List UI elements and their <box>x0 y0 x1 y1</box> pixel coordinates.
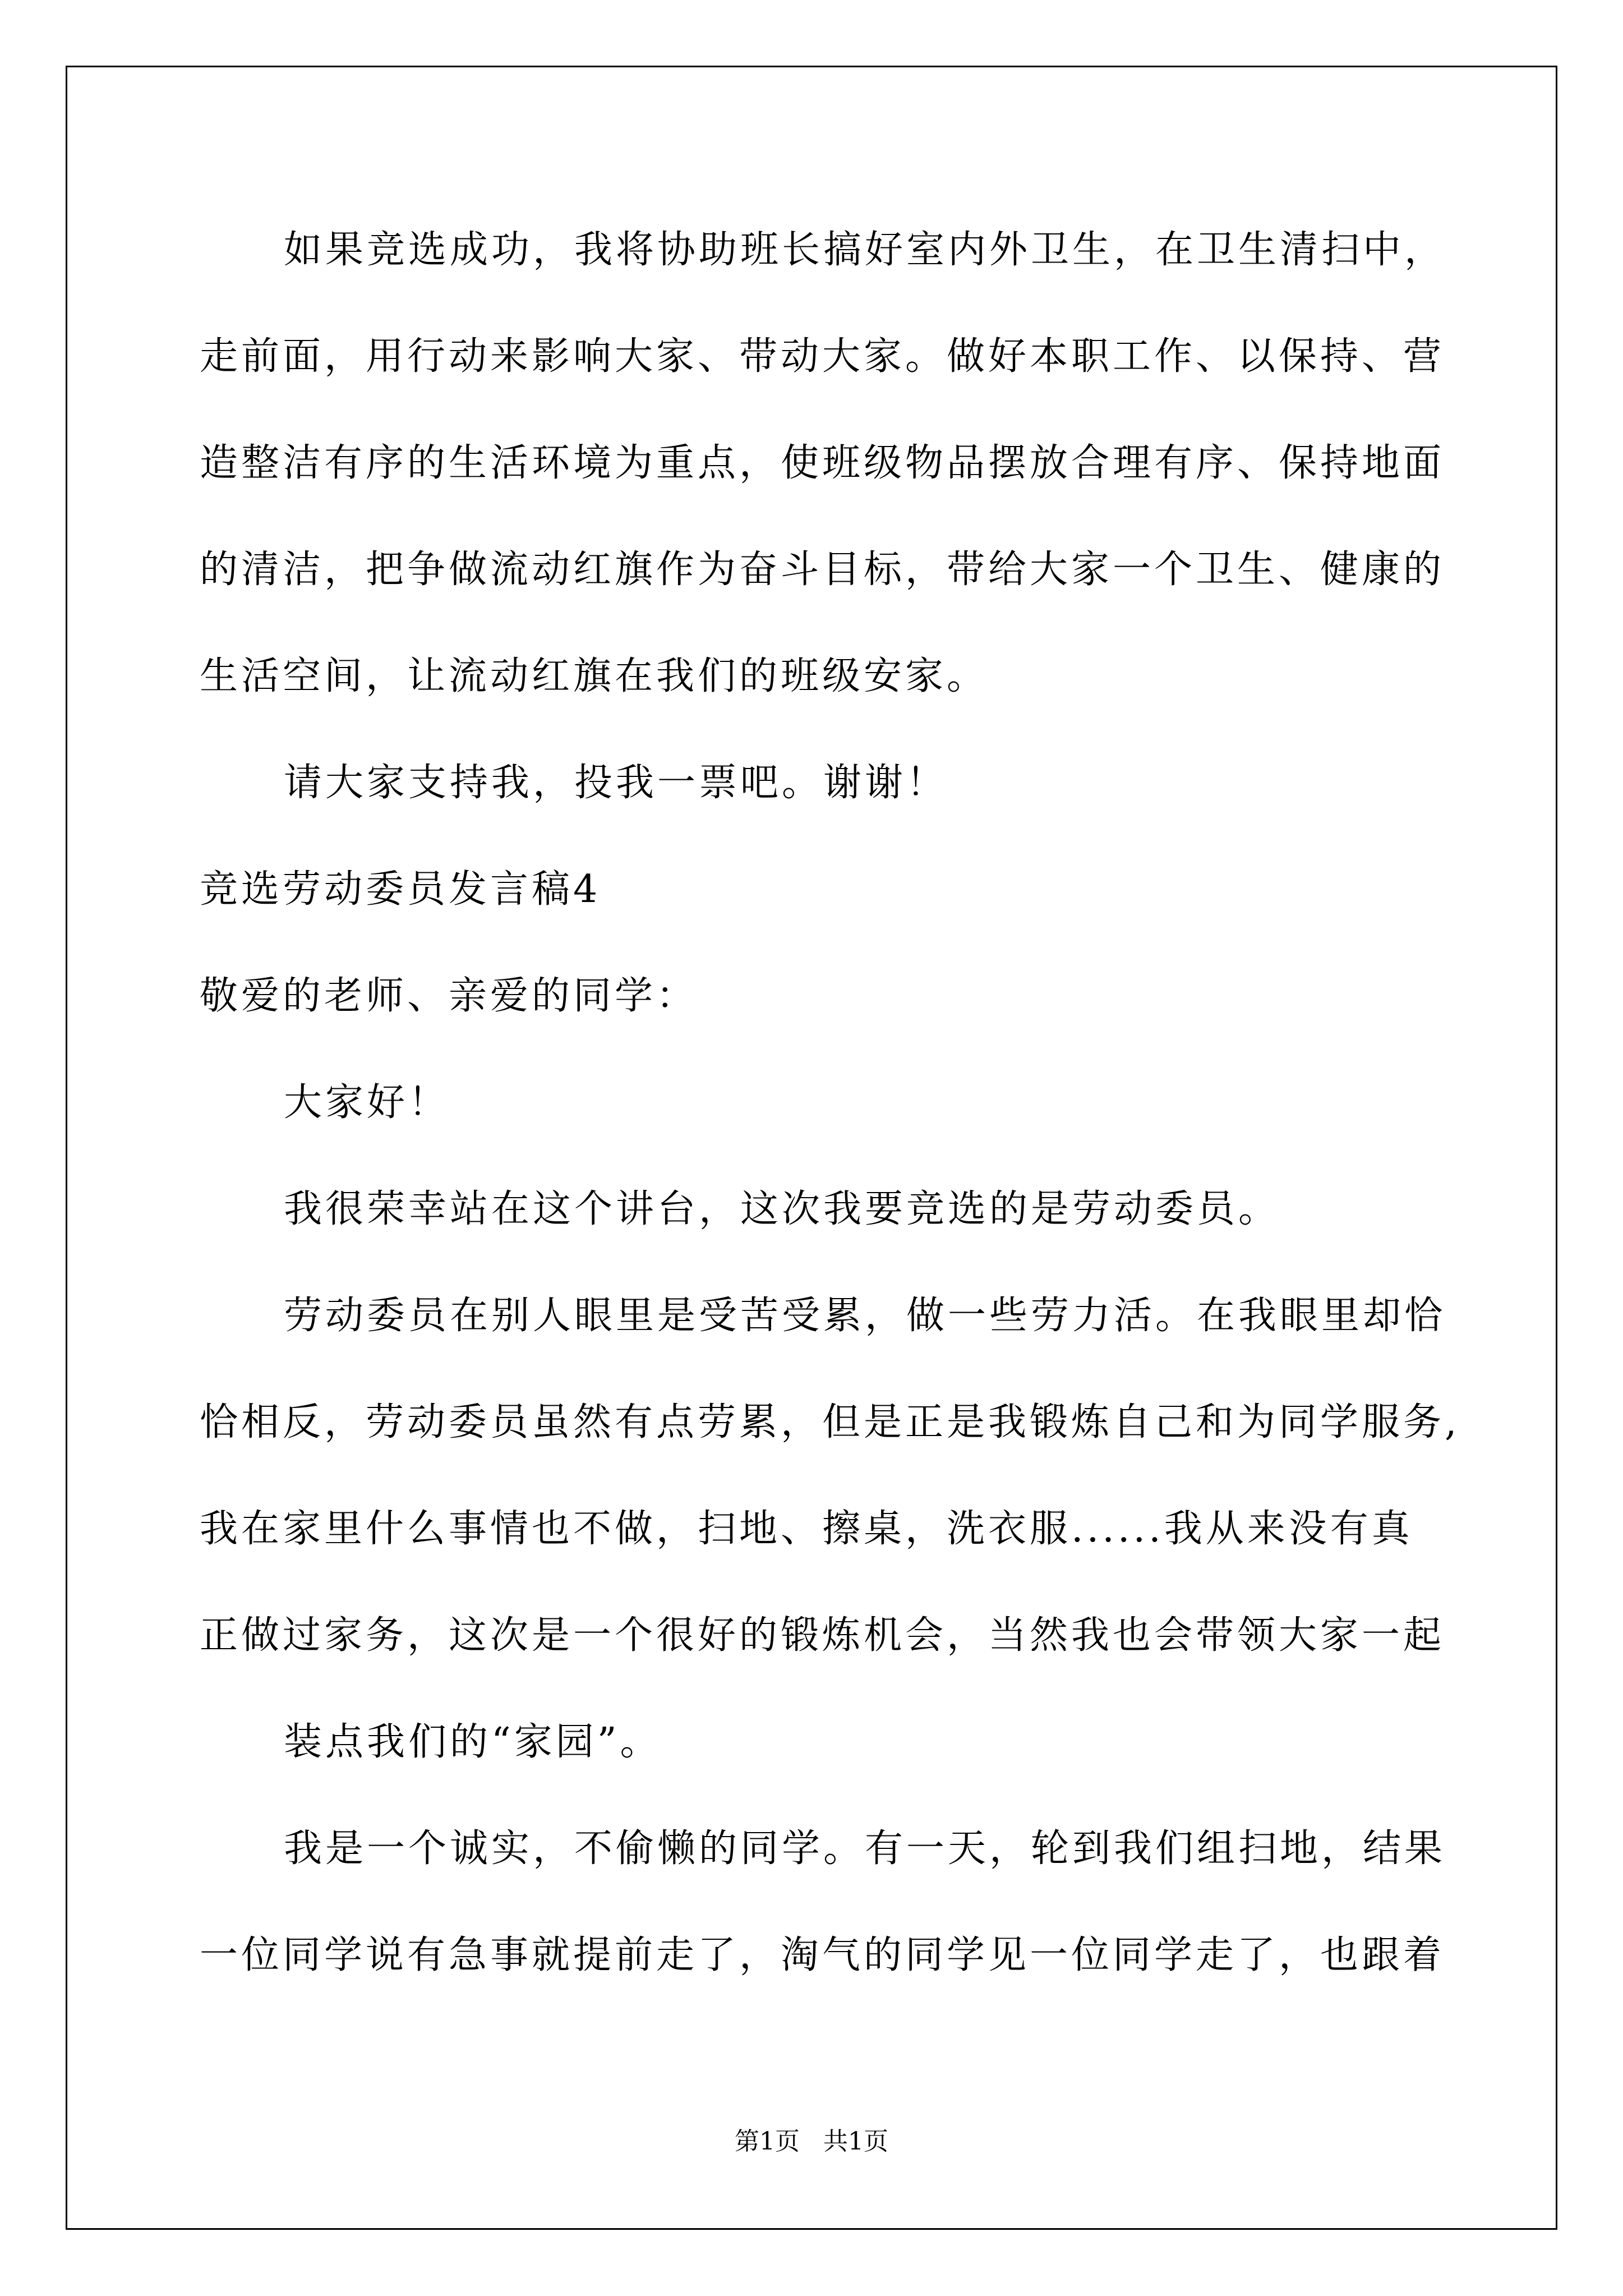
body-line-15: 装点我们的“家园”。 <box>284 1720 662 1764</box>
body-line-2: 走前面，用行动来影响大家、带动大家。做好本职工作、以保持、营 <box>200 334 1445 379</box>
body-line-16: 我是一个诚实，不偷懒的同学。有一天，轮到我们组扫地，结果 <box>284 1826 1446 1871</box>
section-heading: 竞选劳动委员发言稿4 <box>200 867 601 912</box>
page-footer: 第1页 共1页 <box>735 2127 888 2156</box>
body-line-3: 造整洁有序的生活环境为重点，使班级物品摆放合理有序、保持地面 <box>200 441 1445 485</box>
body-line-13: 我在家里什么事情也不做，扫地、擦桌，洗衣服......我从来没有真 <box>200 1507 1413 1551</box>
body-line-4: 的清洁，把争做流动红旗作为奋斗目标，带给大家一个卫生、健康的 <box>200 547 1445 592</box>
body-line-5: 生活空间，让流动红旗在我们的班级安家。 <box>200 654 989 698</box>
body-line-17: 一位同学说有急事就提前走了，淘气的同学见一位同学走了，也跟着 <box>200 1933 1445 1977</box>
body-line-10: 我很荣幸站在这个讲台，这次我要竞选的是劳动委员。 <box>284 1187 1280 1231</box>
body-line-11: 劳动委员在别人眼里是受苦受累，做一些劳力活。在我眼里却恰 <box>284 1294 1446 1338</box>
body-line-6: 请大家支持我，投我一票吧。谢谢！ <box>284 761 948 805</box>
body-line-14: 正做过家务，这次是一个很好的锻炼机会，当然我也会带领大家一起 <box>200 1613 1445 1658</box>
salutation: 敬爱的老师、亲爱的同学： <box>200 974 698 1018</box>
body-line-1: 如果竞选成功，我将协助班长搞好室内外卫生，在卫生清扫中， <box>284 228 1446 272</box>
body-line-12: 恰相反，劳动委员虽然有点劳累，但是正是我锻炼自己和为同学服务, <box>200 1400 1460 1444</box>
page-border <box>66 66 1557 2230</box>
greeting: 大家好！ <box>284 1080 450 1125</box>
